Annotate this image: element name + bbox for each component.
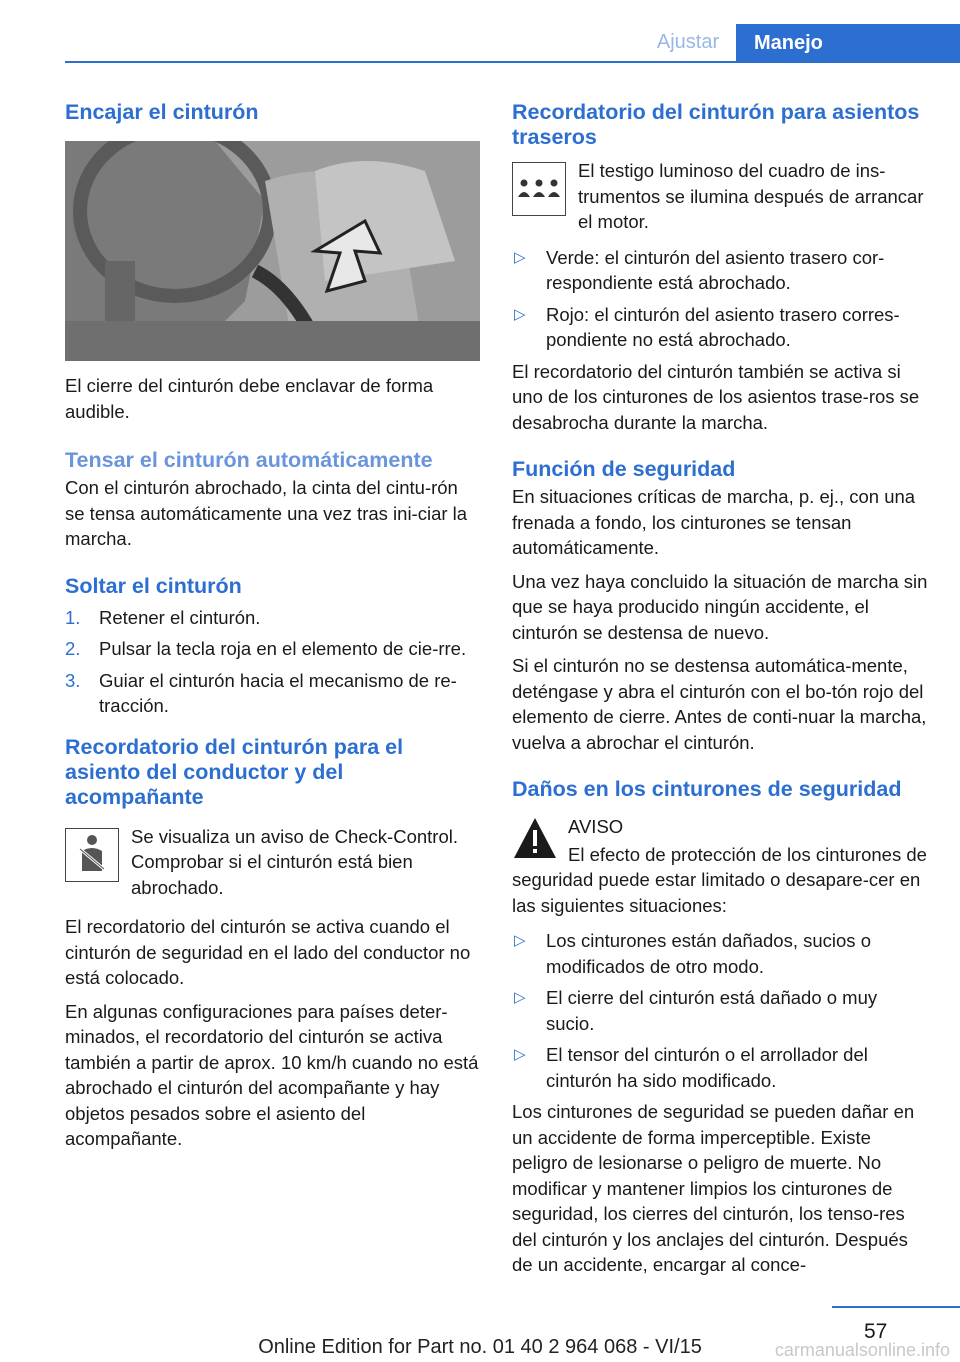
paragraph-no-destensa: Si el cinturón no se destensa automática-mente, deténgase y abra el cinturón con el bo-tón rojo del elemento de cierre. Antes de conti-nuar la marcha, vuelva a abrochar el cinturón. [512,655,927,753]
color-bullets [512,245,930,353]
paragraph-algunas: En algunas configuraciones para países deter-minados, el recordatorio del cinturón se activa también a partir de aprox. 10 km/h cuando no está abrochado el cinturón del acompañante y hay objetos pesados sobre el asiento del acompañante. [65,1000,479,1149]
paragraph-activa: El recordatorio del cinturón se activa cuando el cinturón de seguridad en el lado del conductor no está colocado. [65,916,471,988]
seat-belt-buckle-photo [65,141,480,361]
paragraph-criticas: En situaciones críticas de marcha, p. ej., con una frenada a fondo, los cinturones se tensan automáticamente. [512,486,916,558]
heading-soltar: Soltar el cinturón [65,573,242,598]
damage-bullets [512,928,930,1093]
list-item: ▷ Rojo: el cinturón del asiento trasero corres-pondiente no está abrochado. [514,303,900,350]
list-item: ▷ Los cinturones están dañados, sucios o modificados de otro modo. [514,930,871,977]
paragraph-recordatorio-traseros: El recordatorio del cinturón también se activa si uno de los cinturones de los asientos trase-ros se desabrocha durante la marcha. [512,360,920,433]
paragraph-tensar: Con el cinturón abrochado, la cinta del cintu-rón se tensa automáticamente una vez tras ini-ciar la marcha. [65,477,468,549]
paragraph-efecto: El efecto de protección de los cinturones de seguridad puede estar limitado o desapare-cer en las siguientes situaciones: [512,843,927,916]
heading-danos: Daños en los cinturones de seguridad [512,777,902,801]
steps-list [65,605,480,719]
aviso-label: AVISO [568,816,624,837]
list-item: 1. Retener el cinturón. [65,606,261,628]
left-column [65,100,480,1152]
list-item: ▷ El tensor del cinturón o el arrollador del cinturón ha sido modificado. [514,1044,868,1091]
page-number: 57 [864,1320,888,1343]
rear-block [512,158,930,235]
heading-funcion: Función de seguridad [512,457,736,481]
paragraph-final: Los cinturones de seguridad se pueden dañar en un accidente de forma imperceptible. Existe peligro de lesionarse o peligro de muerte. No modificar y mantener limpios los cinturones de seguridad, los cierres del cinturón, los tenso-res del cinturón y los anclajes del cinturón. Después de un accidente, encargar al conce- [512,1101,915,1275]
paragraph-concluido: Una vez haya concluido la situación de marcha sin que se haya producido ningún accidente, el cinturón se destensa de nuevo. [512,570,928,643]
warning-triangle-icon [512,816,558,860]
list-item: 3. Guiar el cinturón hacia el mecanismo de re-tracción. [65,669,457,716]
list-item: ▷ Verde: el cinturón del asiento trasero cor-respondiente está abrochado. [514,246,885,293]
heading-traseros: Recordatorio del cinturón para asientos traseros [512,100,920,149]
tab-ajustar[interactable]: Ajustar [656,31,720,53]
paragraph-cierre: El cierre del cinturón debe enclavar de forma audible. [65,375,434,422]
triangle-bullet-icon: ▷ [514,305,526,323]
right-column [512,100,930,1278]
triangle-bullet-icon: ▷ [514,1046,526,1063]
heading-encajar: Encajar el cinturón [65,100,259,124]
footer-edition: Online Edition for Part no. 01 40 2 964 068 - VI/15 [258,1336,702,1358]
triangle-bullet-icon: ▷ [514,989,526,1006]
warning-block [512,814,930,918]
paragraph-testigo: El testigo luminoso del cuadro de ins-trumentos se ilumina después de arrancar el motor. [578,160,924,232]
heading-recordatorio-conductor: Recordatorio del cinturón para el asiento del conductor y del acompañante [65,734,404,809]
list-item: 2. Pulsar la tecla roja en el elemento de cie-rre. [65,638,467,659]
triangle-bullet-icon: ▷ [514,248,526,266]
triangle-bullet-icon: ▷ [514,932,526,949]
heading-tensar: Tensar el cinturón automáticamente [65,448,433,472]
rear-seats-icon [512,162,566,216]
checkcontrol-block [65,824,480,901]
list-item: ▷ El cierre del cinturón está dañado o muy sucio. [514,987,878,1034]
tab-manejo[interactable]: Manejo [736,24,960,63]
watermark: carmanualsonline.info [774,1340,950,1360]
seatbelt-warning-icon [65,828,119,882]
paragraph-checkcontrol: Se visualiza un aviso de Check-Control. Comprobar si el cinturón está bien abrochado. [131,825,458,898]
footer-rule [832,1306,960,1308]
